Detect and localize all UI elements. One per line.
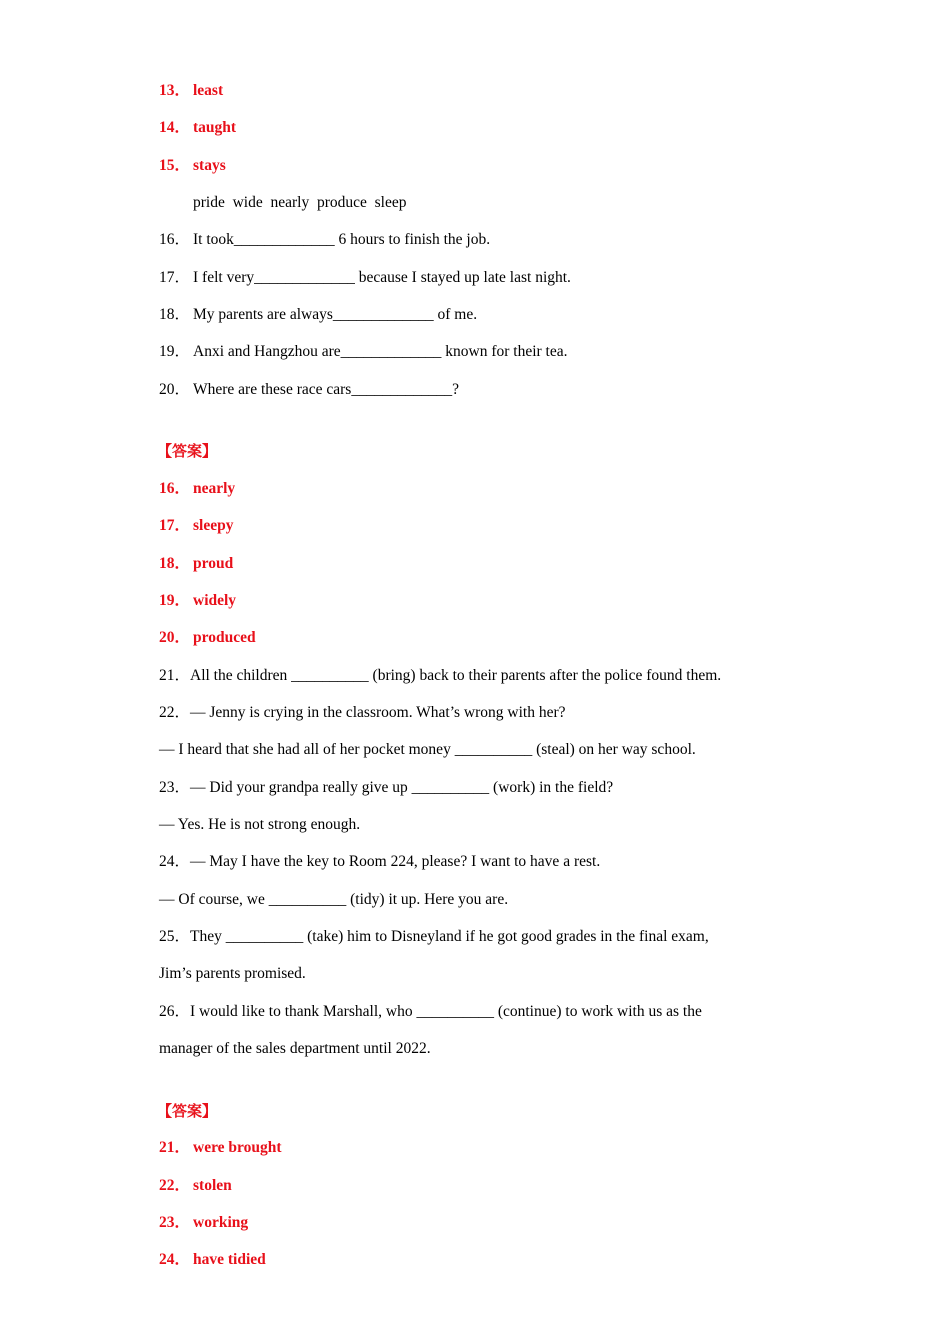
answer-item <box>159 1250 266 1270</box>
question-26-continued: manager of the sales department until 2022. <box>159 1040 431 1057</box>
answer-item <box>159 628 256 648</box>
question-item <box>159 342 568 362</box>
answer-item <box>159 1176 232 1196</box>
question-number: 20． <box>159 381 191 398</box>
question-23-reply: — Yes. He is not strong enough. <box>159 816 361 833</box>
question-text-before: It took <box>193 231 234 248</box>
answer-header: 【答案】 <box>157 442 218 460</box>
question-25-continued: Jim’s parents promised. <box>159 965 306 982</box>
question-item <box>159 268 571 288</box>
answer-blank: _____________ <box>332 306 434 323</box>
word-bank: pride wide nearly produce sleep <box>193 194 407 211</box>
answer-item <box>159 1213 248 1233</box>
answer-number: 16． <box>159 480 191 497</box>
question-number: 18． <box>159 306 191 323</box>
answer-item <box>159 1138 282 1158</box>
answer-number: 13． <box>159 82 191 99</box>
answer-number: 22． <box>159 1177 191 1194</box>
answer-item <box>159 81 223 101</box>
question-text-after: 6 hours to finish the job. <box>334 231 491 248</box>
answer-number: 18． <box>159 555 191 572</box>
answer-item <box>159 479 235 499</box>
answer-text: proud <box>193 555 234 572</box>
question-21: 21．All the children __________ (bring) back to their parents after the police found them. <box>159 667 722 684</box>
answer-item <box>159 156 226 176</box>
question-25: 25．They __________ (take) him to Disneyland if he got good grades in the final exam, <box>159 928 709 945</box>
answer-text: least <box>193 82 224 99</box>
question-23: 23．— Did your grandpa really give up __________ (work) in the field? <box>159 779 614 796</box>
question-text-after: known for their tea. <box>441 343 568 360</box>
question-number: 19． <box>159 343 191 360</box>
question-22-reply: — I heard that she had all of her pocket money __________ (steal) on her way school. <box>159 741 696 758</box>
answer-blank: _____________ <box>340 343 442 360</box>
answer-text: nearly <box>193 480 236 497</box>
question-text-before: Where are these race cars <box>193 381 352 398</box>
answer-text: stolen <box>193 1177 232 1194</box>
answer-item <box>159 554 233 574</box>
answer-header: 【答案】 <box>157 1102 218 1120</box>
answer-number: 21． <box>159 1139 191 1156</box>
answer-blank: _____________ <box>351 381 453 398</box>
answer-blank: _____________ <box>233 231 335 248</box>
answer-text: sleepy <box>193 517 234 534</box>
answer-text: were brought <box>193 1139 282 1156</box>
answer-number: 24． <box>159 1251 191 1268</box>
question-24: 24．— May I have the key to Room 224, please? I want to have a rest. <box>159 853 601 870</box>
answer-text: have tidied <box>193 1251 266 1268</box>
question-item <box>159 230 490 250</box>
answer-item <box>159 591 236 611</box>
answer-item <box>159 516 233 536</box>
question-26: 26．I would like to thank Marshall, who __________ (continue) to work with us as the <box>159 1003 702 1020</box>
answer-number: 15． <box>159 157 191 174</box>
answer-number: 20． <box>159 629 191 646</box>
question-text-before: I felt very <box>193 269 255 286</box>
question-text-before: Anxi and Hangzhou are <box>193 343 341 360</box>
question-24-reply: — Of course, we __________ (tidy) it up. Here you are. <box>159 891 509 908</box>
answer-text: stays <box>193 157 226 174</box>
question-item <box>159 305 477 325</box>
answer-number: 17． <box>159 517 191 534</box>
answer-item <box>159 118 236 138</box>
question-text-after: ? <box>452 381 459 398</box>
answer-text: working <box>193 1214 249 1231</box>
question-text-after: of me. <box>433 306 478 323</box>
question-item <box>159 380 459 400</box>
question-number: 17． <box>159 269 191 286</box>
answer-number: 14． <box>159 119 191 136</box>
answer-number: 19． <box>159 592 191 609</box>
answer-number: 23． <box>159 1214 191 1231</box>
answer-blank: _____________ <box>254 269 355 286</box>
question-text-after: because I stayed up late last night. <box>354 269 571 286</box>
answer-text: widely <box>193 592 237 609</box>
answer-text: produced <box>193 629 256 646</box>
question-number: 16． <box>159 231 191 248</box>
question-text-before: My parents are always <box>193 306 333 323</box>
question-22: 22．— Jenny is crying in the classroom. What’s wrong with her? <box>159 704 566 721</box>
answer-text: taught <box>193 119 237 136</box>
